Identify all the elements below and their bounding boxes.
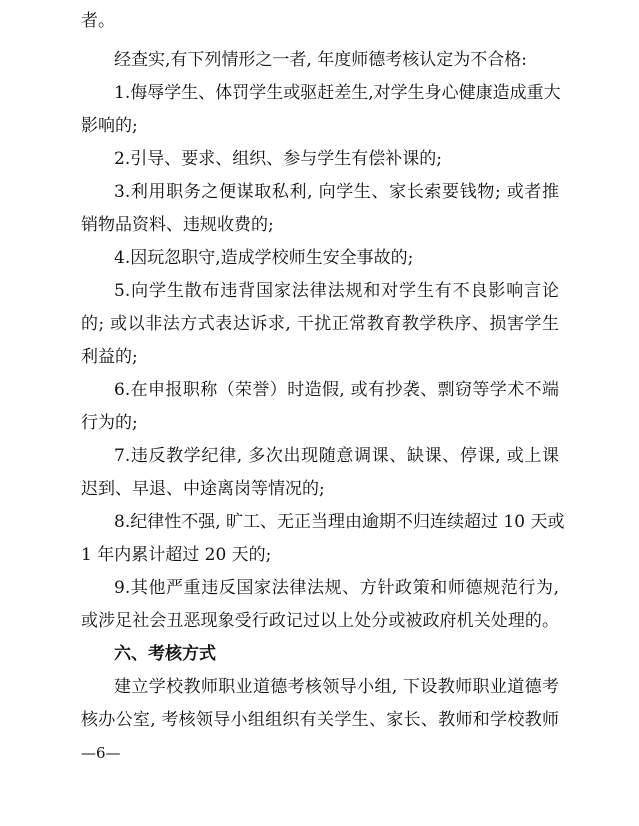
text-line-item-1-cont: 影响的;	[81, 116, 138, 136]
text-line-item-5-cont: 的; 或以非法方式表达诉求, 干扰正常教育教学秩序、损害学生	[81, 314, 559, 334]
text-line-item-7: 7.违反教学纪律, 多次出现随意调课、缺课、停课, 或上课	[114, 446, 559, 466]
text-line-item-8: 8.纪律性不强, 旷工、无正当理由逾期不归连续超过 10 天或	[114, 512, 565, 532]
text-line-item-3: 3.利用职务之便谋取私利, 向学生、家长索要钱物; 或者推	[114, 182, 559, 202]
text-line-item-9-cont: 或涉足社会丑恶现象受行政记过以上处分或被政府机关处理的。	[81, 611, 559, 631]
text-line-item-5: 5.向学生散布违背国家法律法规和对学生有不良影响言论	[114, 281, 559, 301]
text-line-item-8-cont: 1 年内累计超过 20 天的;	[81, 545, 272, 565]
text-line-section-body-cont: 核办公室, 考核领导小组组织有关学生、家长、教师和学校教师	[81, 710, 559, 730]
text-line-intro: 经查实,有下列情形之一者, 年度师德考核认定为不合格:	[114, 50, 527, 70]
text-line-item-6: 6.在申报职称（荣誉）时造假, 或有抄袭、剽窃等学术不端	[114, 380, 559, 400]
text-line-continuation: 者。	[81, 11, 115, 31]
text-line-item-3-cont: 销物品资料、违规收费的;	[81, 215, 274, 235]
text-line-item-2: 2.引导、要求、组织、参与学生有偿补课的;	[114, 149, 442, 169]
text-line-item-5-cont2: 利益的;	[81, 347, 138, 367]
text-line-item-1: 1.侮辱学生、体罚学生或驱赶差生,对学生身心健康造成重大	[114, 83, 561, 103]
text-line-item-7-cont: 迟到、早退、中途离岗等情况的;	[81, 479, 325, 499]
text-line-item-6-cont: 行为的;	[81, 413, 138, 433]
section-heading: 六、考核方式	[114, 644, 216, 664]
page-number: —6—	[81, 744, 121, 762]
text-line-section-body: 建立学校教师职业道德考核领导小组, 下设教师职业道德考	[114, 677, 559, 697]
text-line-item-9: 9.其他严重违反国家法律法规、方针政策和师德规范行为,	[114, 578, 559, 598]
text-line-item-4: 4.因玩忽职守,造成学校师生安全事故的;	[114, 248, 414, 268]
